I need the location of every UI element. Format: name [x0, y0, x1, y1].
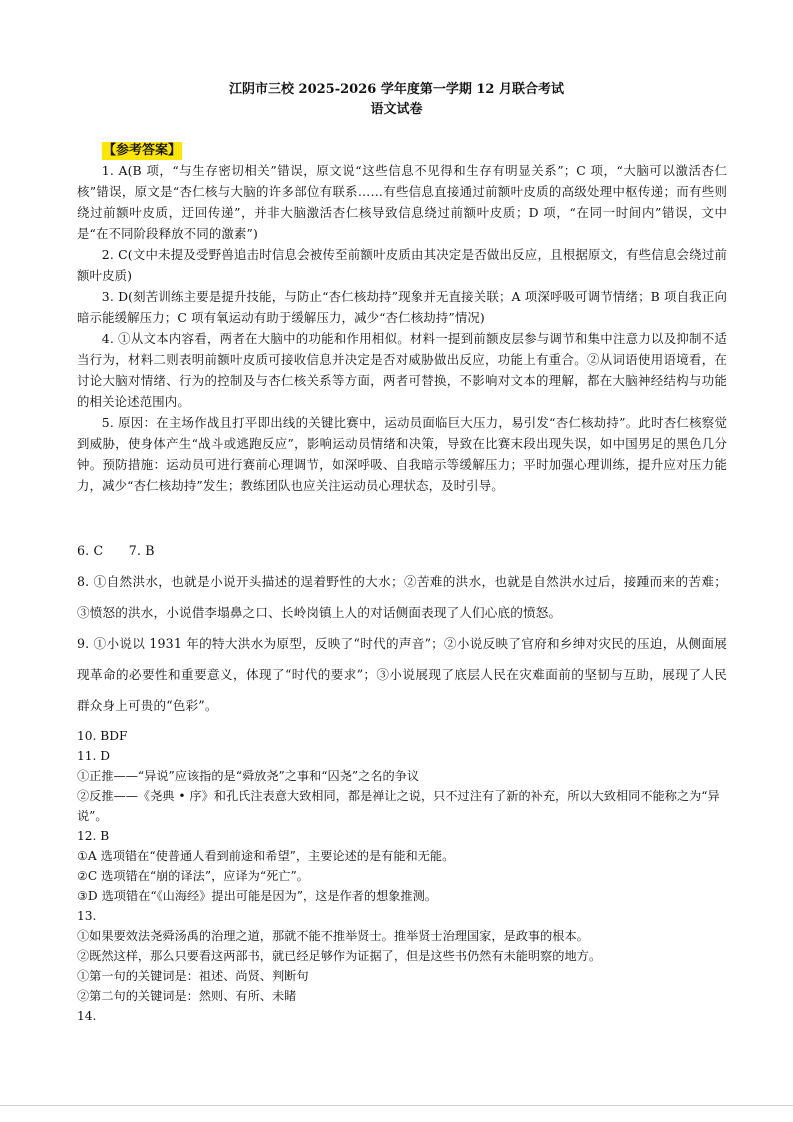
answer-key-label: 【参考答案】	[103, 143, 182, 158]
answer-q12: 12. B	[77, 829, 110, 843]
answer-q12-line: ③D 选项错在“《山海经》提出可能是因为”，这是作者的想象推测。	[77, 889, 437, 903]
answers-1-5	[77, 160, 727, 496]
answer-q11-line: ②反推——《尧典 • 序》和孔氏注表意大致相同，都是禅让之说，只不过注有了新的补充，所以大致相同不能称之为“异说”。	[77, 789, 720, 823]
answer-q14: 14.	[77, 1009, 97, 1023]
answer-q13-line: ①如果要效法尧舜汤禹的治理之道，那就不能不推举贤士。推举贤士治理国家，是政事的根本。	[77, 929, 589, 943]
page-subtitle: 语文试卷	[370, 102, 423, 117]
answer-q13: 13.	[77, 909, 97, 923]
answer-q3: 3. D(刻苦训练主要是提升技能，与防止“杏仁核劫持”现象并无直接关联；A 项深呼吸可调节情绪；B 项自我正向暗示能缓解压力；C 项有氧运动有助于缓解压力，减少“杏仁核劫持”情况)	[77, 289, 727, 325]
answer-q2: 2. C(文中未提及受野兽追击时信息会被传至前额叶皮质由其决定是否做出反应，且根据原文，有些信息会绕过前额叶皮质)	[77, 247, 727, 283]
answer-q11: 11. D	[77, 749, 111, 763]
answer-q1: 1. A(B 项，“与生存密切相关”错误，原文说“这些信息不见得和生存有明显关系”；C 项，“大脑可以激活杏仁核”错误，原文是“杏仁核与大脑的许多部位有联系……有些信息直接通过前额叶皮质的高级处理中枢传递；而有些则绕过前额叶皮质，迂回传递”，并非大脑激活杏仁核导致信息绕过前额叶皮质；D 项，“在同一时间内”错误，文中是“在不同阶段释放不同的激素”)	[77, 163, 727, 241]
answers-6-9	[77, 535, 727, 721]
answer-q13-line: ②既然这样，那么只要看这两部书，就已经足够作为证据了，但是这些书仍然有未能明察的地方。	[77, 949, 602, 963]
answer-q5: 5. 原因：在主场作战且打平即出线的关键比赛中，运动员面临巨大压力，易引发“杏仁核劫持”。此时杏仁核察觉到威胁，使身体产生“战斗或逃跑反应”，影响运动员情绪和决策，导致在比赛末段出现失误，如中国男足的黑色几分钟。预防措施：运动员可进行赛前心理调节，如深呼吸、自我暗示等缓解压力；平时加强心理训练，提升应对压力能力，减少“杏仁核劫持”发生；教练团队也应关注运动员心理状态，及时引导。	[77, 415, 727, 493]
page-title: 江阴市三校 2025-2026 学年度第一学期 12 月联合考试	[229, 82, 564, 97]
answer-q6-7: 6. C 7. B	[77, 543, 155, 558]
answer-q8: 8. ①自然洪水，也就是小说开头描述的逞着野性的大水；②苦难的洪水，也就是自然洪水过后，接踵而来的苦难；③愤怒的洪水，小说借李塌鼻之口、长岭岗镇上人的对话侧面表现了人们心底的愤怒。	[77, 574, 727, 620]
answer-q4: 4. ①从文本内容看，两者在大脑中的功能和作用相似。材料一提到前额皮层参与调节和集中注意力以及抑制不适当行为，材料二则表明前额叶皮质可接收信息并决定是否对威胁做出反应，功能上有重合。②从词语使用语境看，在讨论大脑对情绪、行为的控制及与杏仁核关系等方面，两者可替换，不影响对文本的理解，都在大脑神经结构与功能的相关论述范围内。	[77, 331, 727, 409]
answer-q11-line: ①正推——“异说”应该指的是“舜放尧”之事和“囚尧”之名的争议	[77, 769, 420, 783]
answer-q12-line: ②C 选项错在“崩的译法”，应译为“死亡”。	[77, 869, 309, 883]
page-bottom-divider	[0, 1105, 793, 1106]
answer-q10: 10. BDF	[77, 729, 128, 743]
answer-q13-line: ②第二句的关键词是：然则、有所、未睹	[77, 989, 297, 1003]
answer-q13-line: ①第一句的关键词是：祖述、尚贤、判断句	[77, 969, 309, 983]
answer-q12-line: ①A 选项错在“使普通人看到前途和希望”，主要论述的是有能和无能。	[77, 849, 455, 863]
answer-q9: 9. ①小说以 1931 年的特大洪水为原型，反映了“时代的声音”；②小说反映了官府和乡绅对灾民的压迫，从侧面展现革命的必要性和重要意义，体现了“时代的要求”；③小说展现了底层人民在灾难面前的坚韧与互助，展现了人民群众身上可贵的“色彩”。	[77, 636, 727, 713]
answers-10-14	[77, 726, 737, 1026]
